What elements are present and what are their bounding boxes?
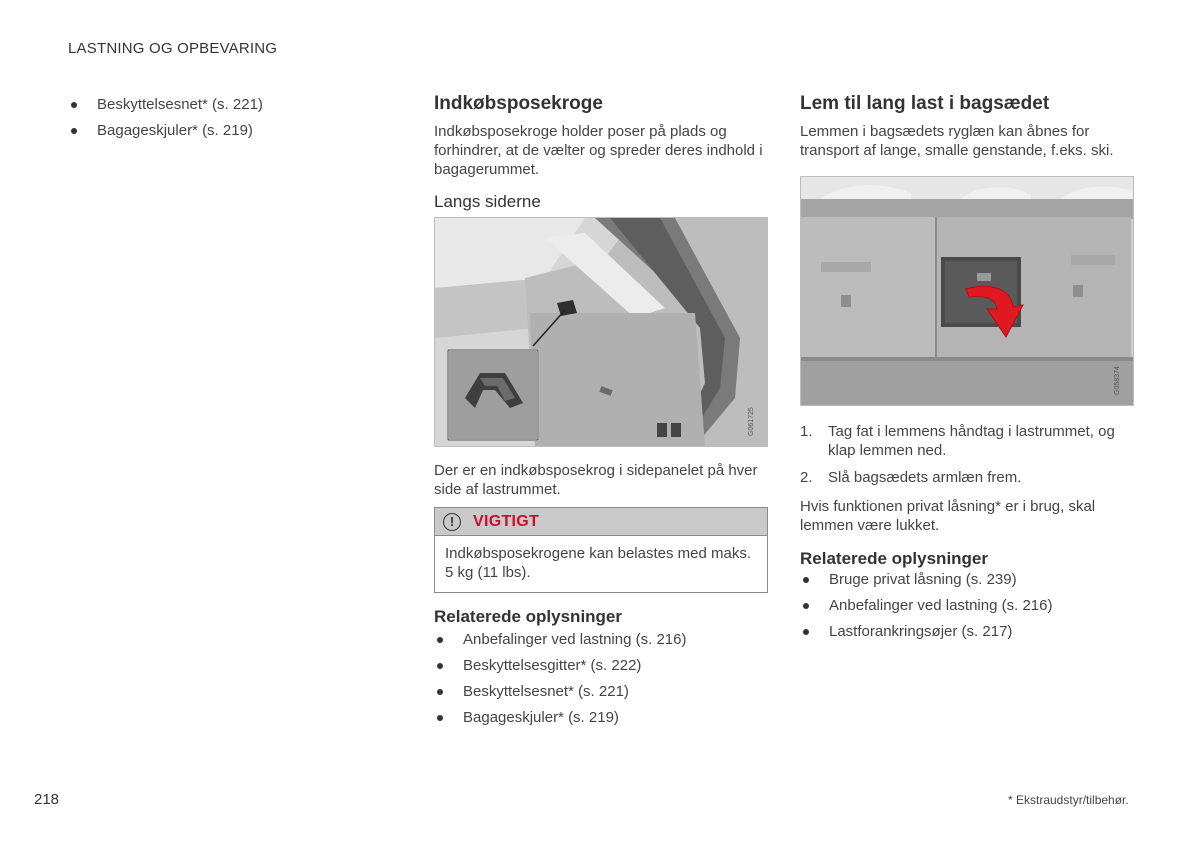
section-heading: Indkøbsposekroge — [434, 93, 603, 114]
intro-text: Lemmen i bagsædets ryglæn kan åbnes for transport af lange, smalle genstande, f.eks. ski. — [800, 123, 1114, 159]
step-item — [800, 468, 1134, 487]
list-item[interactable]: Bagageskjuler* (s. 219) — [68, 122, 368, 140]
step-text: Tag fat i lemmens håndtag i lastrummet, og klap lemmen ned. — [828, 423, 1115, 459]
warning-body: Indkøbsposekrogene kan belastes med maks. 5 kg (11 lbs). — [445, 545, 751, 581]
right-column — [800, 92, 1134, 649]
step-text: Slå bagsædets armlæn frem. — [828, 469, 1022, 486]
subheading: Langs siderne — [434, 192, 541, 211]
warning-header — [435, 508, 767, 536]
exclamation-icon: ! — [443, 513, 461, 531]
related-heading: Relaterede oplysninger — [800, 549, 989, 568]
caption-text: Der er en indkøbsposekrog i sidepanelet på hver side af lastrummet. — [434, 462, 758, 498]
section-heading: Lem til lang last i bagsædet — [800, 93, 1050, 114]
steps-list — [800, 422, 1134, 487]
list-item[interactable]: Anbefalinger ved lastning (s. 216) — [800, 597, 1134, 615]
step-number: 1. — [800, 423, 813, 440]
figure-id: G061725 — [748, 407, 755, 436]
footnote: * Ekstraudstyr/tilbehør. — [1008, 793, 1129, 807]
rear-seat-hatch-image — [801, 177, 1133, 405]
list-item[interactable]: Bruge privat låsning (s. 239) — [800, 571, 1134, 589]
related-heading: Relaterede oplysninger — [434, 607, 623, 626]
related-list — [434, 631, 768, 727]
warning-box — [434, 507, 768, 593]
list-item[interactable]: Beskyttelsesnet* (s. 221) — [68, 96, 368, 114]
warning-title: VIGTIGT — [473, 512, 540, 530]
middle-column — [434, 92, 768, 735]
link-list — [68, 96, 368, 140]
intro-text: Indkøbsposekroge holder poser på plads og forhindrer, at de vælter og spreder deres indhold i bagagerummet. — [434, 123, 763, 178]
figure-id: G058374 — [1114, 366, 1121, 395]
list-item[interactable]: Anbefalinger ved lastning (s. 216) — [434, 631, 768, 649]
list-item[interactable]: Beskyttelsesgitter* (s. 222) — [434, 657, 768, 675]
related-list — [800, 571, 1134, 641]
trunk-side-panel-image — [435, 218, 767, 446]
left-column — [68, 96, 368, 148]
step-item — [800, 422, 1134, 460]
page-number: 218 — [34, 791, 60, 808]
page-header: LASTNING OG OPBEVARING — [68, 40, 278, 57]
list-item[interactable]: Lastforankringsøjer (s. 217) — [800, 623, 1134, 641]
note-text: Hvis funktionen privat låsning* er i brug, skal lemmen være lukket. — [800, 498, 1096, 534]
list-item[interactable]: Beskyttelsesnet* (s. 221) — [434, 683, 768, 701]
seat-hatch-illustration — [800, 176, 1134, 406]
hook-illustration — [434, 217, 768, 447]
step-number: 2. — [800, 469, 813, 486]
list-item[interactable]: Bagageskjuler* (s. 219) — [434, 709, 768, 727]
